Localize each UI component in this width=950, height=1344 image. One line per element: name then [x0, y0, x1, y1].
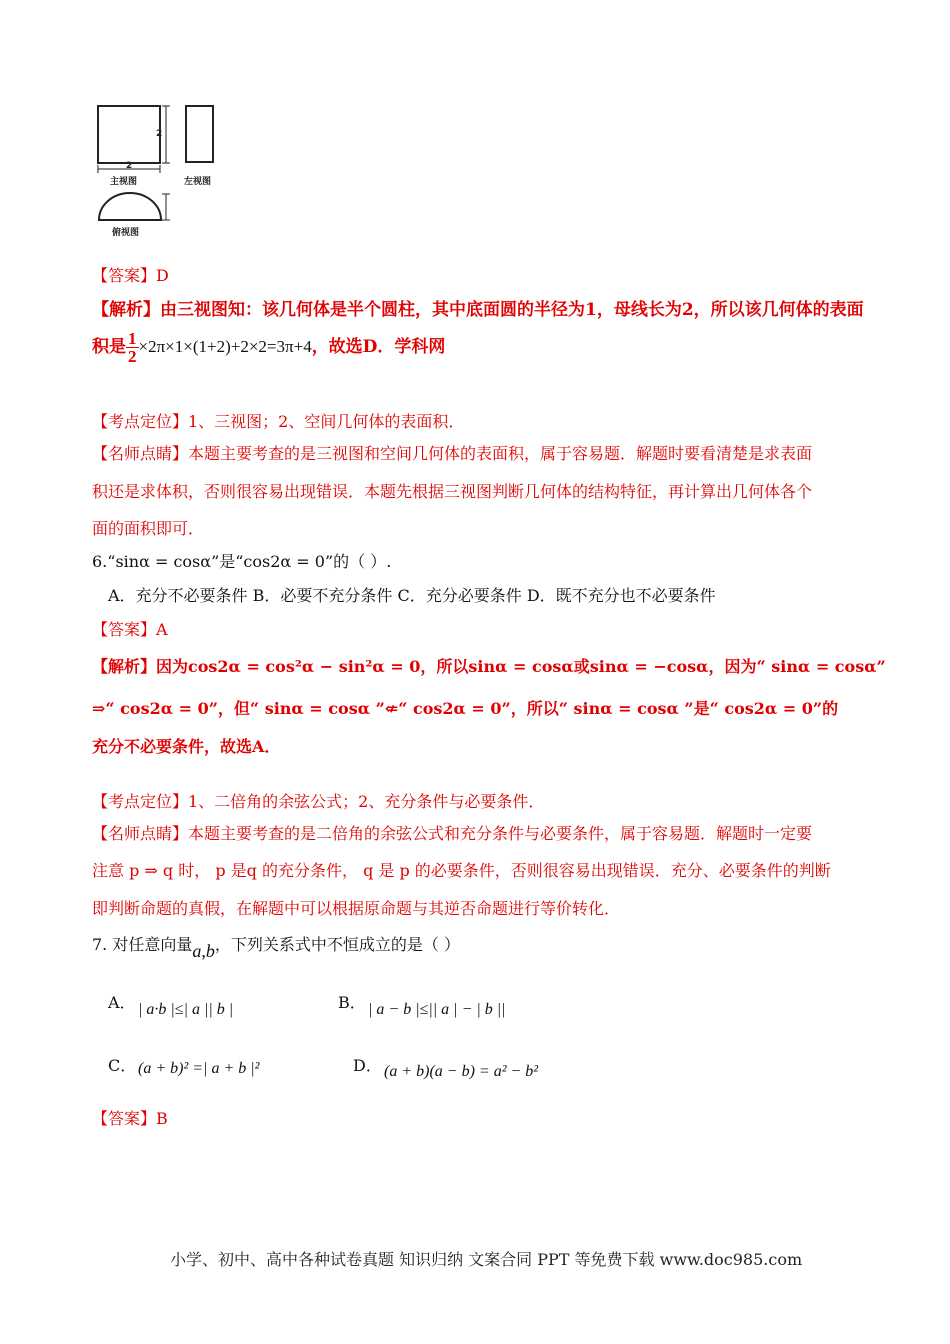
q7-option-b: | a − b |≤|| a | − | b ||: [368, 1001, 506, 1018]
q7-stem-pre: 7. 对任意向量: [92, 935, 193, 954]
front-view-square: [98, 106, 163, 163]
dim-width: 2: [126, 161, 133, 171]
top-view-semicircle: [99, 193, 161, 220]
q5-analysis-text1: 由三视图知：该几何体是半个圆柱，其中底面圆的半径为1，母线长为2，所以该几何体的表面: [160, 300, 864, 320]
q7-option-a: | a·b |≤| a || b |: [138, 1001, 234, 1018]
q6-dianjing-line1: 【名师点睛】本题主要考查的是二倍角的余弦公式和充分条件与必要条件，属于容易题．解题时一定要: [92, 824, 813, 843]
q7-option-c-label: C．: [108, 1056, 137, 1075]
q7-option-d: (a + b)(a − b) = a² − b²: [384, 1063, 539, 1080]
q7-answer: 【答案】B: [92, 1109, 168, 1128]
q5-fraction: [126, 330, 139, 365]
q7-stem-post: ，下列关系式中不恒成立的是（ ）: [214, 935, 460, 954]
front-view-label: 主视图: [110, 177, 138, 187]
q6-dianjing-line3: 即判断命题的真假，在解题中可以根据原命题与其逆否命题进行等价转化．: [92, 899, 621, 918]
q5-analysis-line2: [92, 330, 445, 365]
side-view-rect: [186, 106, 213, 162]
frac-numerator: 1: [128, 329, 137, 348]
q5-dianjing-line1: 【名师点睛】本题主要考查的是三视图和空间几何体的表面积，属于容易题．解题时要看清楚是求表面: [92, 444, 813, 463]
q7-option-b-label: B．: [338, 993, 366, 1012]
q6-kaodian: 【考点定位】1、二倍角的余弦公式；2、充分条件与必要条件．: [92, 792, 545, 811]
q6-analysis-line2: ⇒“ cos2α = 0”，但“ sinα = cosα ”⇍“ cos2α = 0”，所以“ sinα = cosα ”是“ cos2α = 0”的: [92, 699, 839, 718]
frac-denominator: 2: [128, 347, 137, 366]
q5-kaodian: 【考点定位】1、三视图；2、空间几何体的表面积．: [92, 412, 465, 431]
q6-answer: 【答案】A: [92, 620, 168, 639]
top-view-label: 俯视图: [112, 228, 140, 238]
q6-analysis-line3: 充分不必要条件，故选A．: [92, 737, 281, 756]
page-footer: 小学、初中、高中各种试卷真题 知识归纳 文案合同 PPT 等免费下载 www.doc985.com: [170, 1250, 803, 1269]
q6-options: A．充分不必要条件 B．必要不充分条件 C．充分必要条件 D．既不充分也不必要条件: [108, 586, 716, 605]
q7-option-c: (a + b)² =| a + b |²: [138, 1060, 260, 1077]
q5-answer: 【答案】D: [92, 266, 169, 285]
q6-stem: 6.“sinα = cosα”是“cos2α = 0”的（ ）.: [92, 552, 392, 571]
q6-analysis-line1: 【解析】因为cos2α = cos²α − sin²α = 0，所以sinα = cosα或sinα = −cosα，因为“ sinα = cosα”: [92, 657, 886, 676]
q5-analysis-line1: [92, 295, 864, 320]
q7-vectors: a,b: [192, 941, 215, 961]
q5-formula: ×2π×1×(1+2)+2×2=3π+4: [138, 337, 312, 356]
q5-dianjing-line2: 积还是求体积，否则很容易出现错误．本题先根据三视图判断几何体的结构特征，再计算出几何体各个: [92, 482, 813, 501]
q7-option-d-label: D．: [353, 1056, 382, 1075]
dim-height: 2: [156, 129, 163, 139]
q7-stem: [92, 932, 460, 961]
side-view-label: 左视图: [184, 177, 212, 187]
q6-dianjing-line2: 注意 p ⇒ q 时， p 是q 的充分条件， q 是 p 的必要条件，否则很容易出现错误．充分、必要条件的判断: [92, 861, 831, 880]
q5-analysis-tag: 【解析】: [92, 300, 160, 320]
q5-analysis-pre: 积是: [92, 337, 126, 357]
q5-dianjing-line3: 面的面积即可．: [92, 519, 205, 538]
three-view-figure: [90, 98, 230, 240]
q5-analysis-post: ，故选D．学科网: [311, 337, 446, 357]
q7-option-a-label: A．: [108, 993, 136, 1012]
